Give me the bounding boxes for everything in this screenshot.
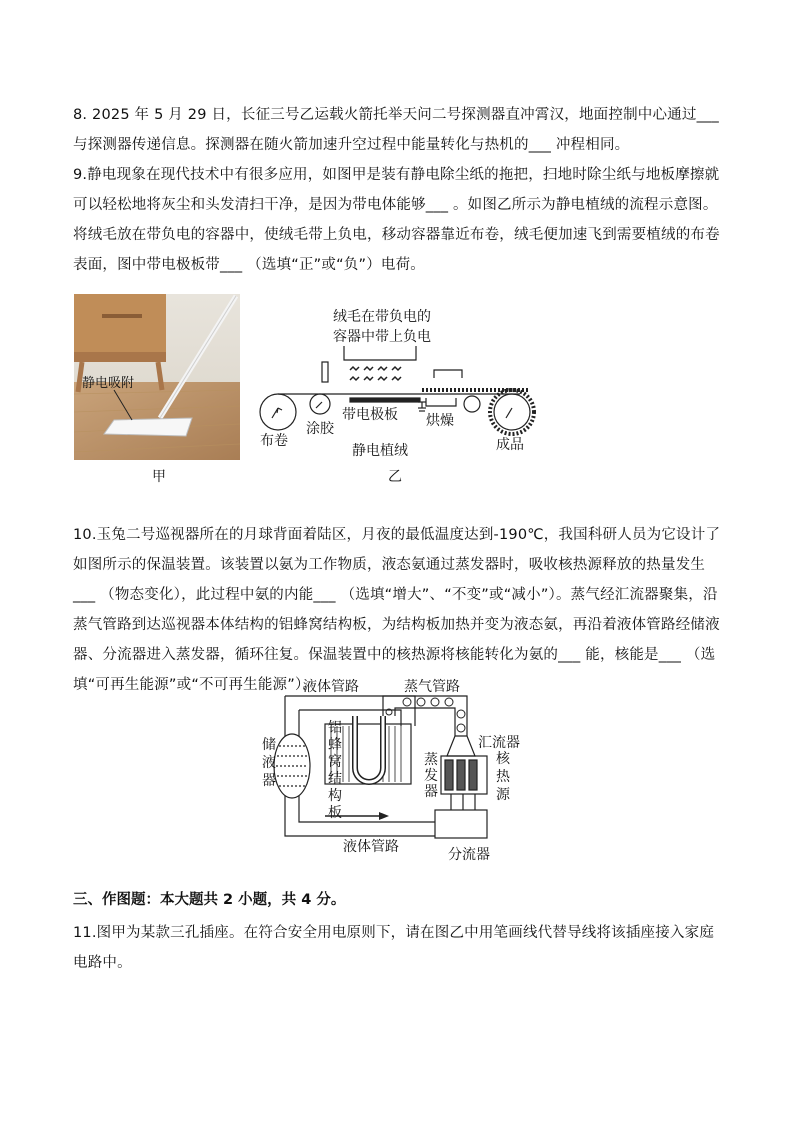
flocking-top-label-1: 绒毛在带负电的 [333, 309, 431, 325]
flocking-label-product: 成品 [496, 437, 524, 453]
flocking-diagram-title: 静电植绒 [352, 443, 408, 459]
flocking-label-glue: 涂胶 [306, 421, 334, 437]
question-9: 9.静电现象在现代技术中有很多应用，如图甲是装有静电除尘纸的拖把，扫地时除尘纸与地板摩擦就可以轻松地将灰尘和头发清扫干净，是因为带电体能够___ 。如图乙所示为静电植绒的流程示意图。将绒毛放在带负电的容器中，使绒毛带上负电，移动容器靠近布卷，绒毛便加速飞到需要植绒的布卷表面，图中带电极板带___ （选填“正”或“负”）电荷。 [73, 167, 720, 273]
thermal-label-collector: 汇流器 [478, 735, 520, 751]
flocking-label-plate: 带电极板 [342, 407, 398, 423]
thermal-label-heat-source: 核热源 [496, 751, 510, 803]
thermal-label-reservoir: 储液器 [262, 737, 276, 789]
flocking-top-label-2: 容器中带上负电 [333, 329, 431, 345]
flocking-label-roll: 布卷 [260, 433, 288, 449]
thermal-label-evaporator: 蒸发器 [424, 752, 438, 800]
thermal-label-vapor-pipe: 蒸气管路 [404, 679, 460, 695]
figure-jia-caption: 甲 [152, 469, 166, 485]
flocking-label-dry: 烘燥 [426, 413, 454, 429]
thermal-label-plate: 铝蜂窝结构板 [328, 720, 342, 821]
thermal-label-splitter: 分流器 [448, 847, 490, 863]
question-10: 10.玉兔二号巡视器所在的月球背面着陆区，月夜的最低温度达到-190℃，我国科研人员为它设计了如图所示的保温装置。该装置以氨为工作物质，液态氨通过蒸发器时，吸收核热源释放的热量发生___ （物态变化），此过程中氨的内能___ （选填“增大”、“不变”或“减小”）。蒸气经汇流器聚集，沿蒸气管路到达巡视器本体结构的铝蜂窝结构板，为结构板加热并变为液态氨，再沿着液体管路经储液器、分流器进入蒸发器，循环往复。保温装置中的核热源将核能转化为氨的___ 能，核能是___ （选填“可再生能源”或“不可再生能源”）。 [73, 527, 721, 693]
thermal-label-liquid-pipe-bottom: 液体管路 [343, 839, 399, 855]
question-11: 11.图甲为某款三孔插座。在符合安全用电原则下，请在图乙中用笔画线代替导线将该插座接入家庭电路中。 [73, 925, 715, 971]
thermal-diagram [255, 676, 535, 856]
question-8: 8. 2025 年 5 月 29 日，长征三号乙运载火箭托举天问二号探测器直冲霄汉，地面控制中心通过___ 与探测器传递信息。探测器在随火箭加速升空过程中能量转化与热机的___ 冲程相同。 [73, 107, 719, 153]
section-title: 三、作图题：本大题共 2 小题，共 4 分。 [73, 892, 346, 908]
mop-photo-label: 静电吸附 [82, 376, 135, 391]
thermal-label-liquid-pipe-top: 液体管路 [303, 679, 359, 695]
figure-yi-caption: 乙 [388, 469, 402, 485]
